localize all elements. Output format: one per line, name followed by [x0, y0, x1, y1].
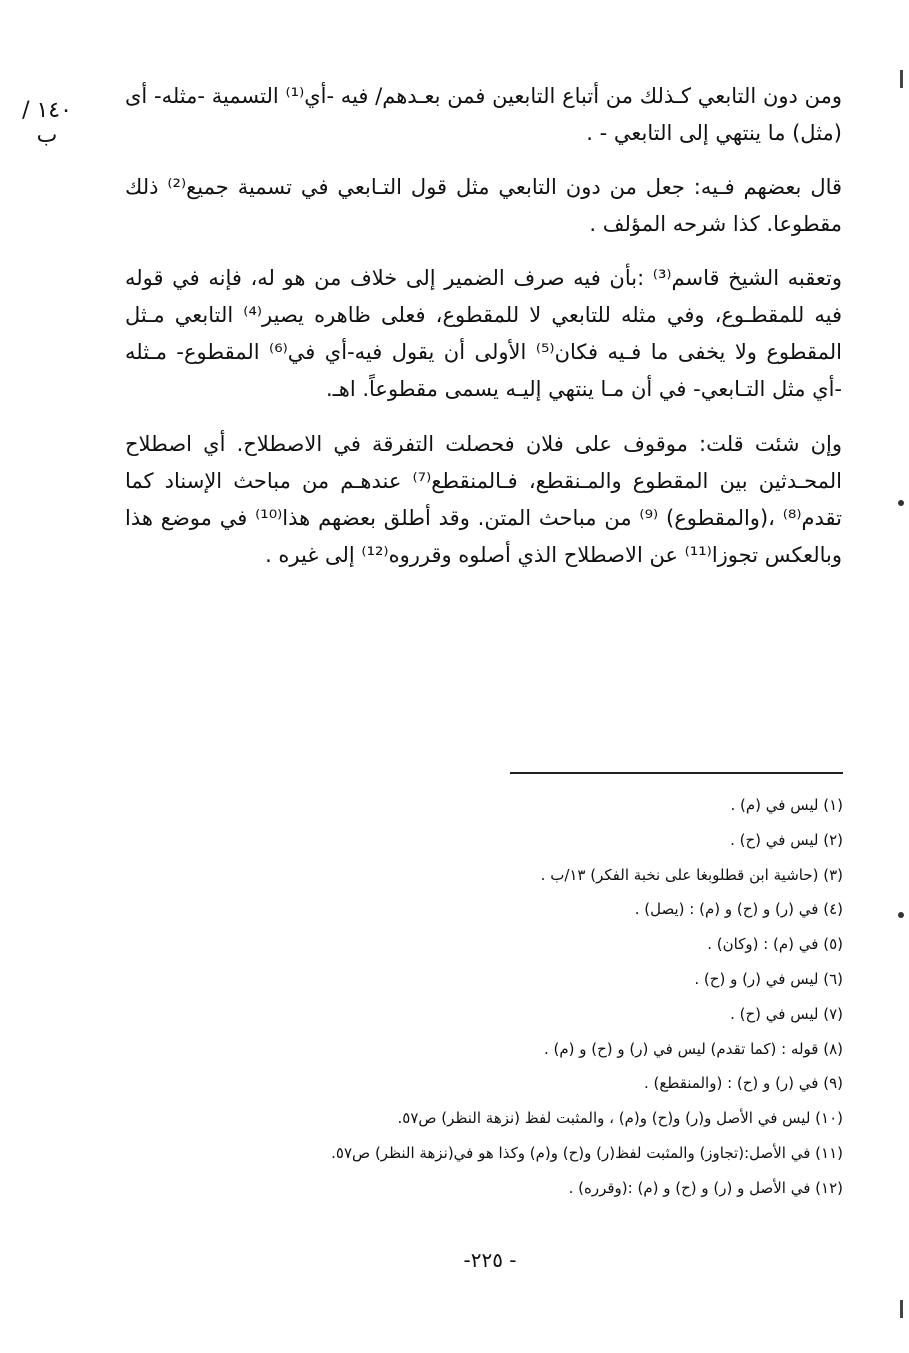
- footnote: (٣) (حاشية ابن قطلوبغا على نخبة الفكر) ١٣/ب .: [540, 865, 843, 884]
- footnotes: [200, 788, 843, 1206]
- manuscript-folio-reference: ١٤٠ / ب: [22, 98, 72, 148]
- paragraph: وتعقبه الشيخ قاسم⁽³⁾ :بأن فيه صرف الضمير إلى خلاف من هو له، فإنه في قوله فيه للمقطـوع، وفي مثله للتابعي لا للمقطوع، فعلى ظاهره يصير⁽⁴⁾ التابعي مـثل المقطوع ولا يخفى ما فـيه فكان⁽⁵⁾ الأولى أن يقول فيه-أي في⁽⁶⁾ المقطوع- مـثله -أي مثل التـابعي- في أن مـا ينتهي إليـه يسمى مقطوعاً. اهـ.: [125, 266, 843, 401]
- footnote: (٢) ليس في (ح) .: [730, 830, 843, 849]
- scan-speck: [898, 500, 904, 506]
- footnote: (٦) ليس في (ر) و (ح) .: [694, 969, 843, 988]
- paragraph: وإن شئت قلت: موقوف على فلان فحصلت التفرقة في الاصطلاح. أي اصطلاح المحـدثين بين المقطوع والمـنقطع، فـالمنقطع⁽⁷⁾ عندهـم من مباحث الإسناد كما تقدم⁽⁸⁾ ،(والمقطوع) ⁽⁹⁾ من مباحث المتن. وقد أطلق بعضهم هذا⁽¹⁰⁾ في موضع هذا وبالعكس تجوزا⁽¹¹⁾ عن الاصطلاح الذي أصلوه وقرروه⁽¹²⁾ إلى غيره .: [125, 432, 842, 567]
- scan-speck: [900, 70, 903, 88]
- page-number: - ٢٢٥-: [463, 1248, 517, 1272]
- scan-speck: [898, 912, 904, 918]
- footnote: (١١) في الأصل:(تجاوز) والمثبت لفظ(ر) و(ح) و(م) وكذا هو في(نزهة النظر) ص٥٧.: [331, 1143, 843, 1162]
- paragraph: ومن دون التابعي كـذلك من أتباع التابعين فمن بعـدهم/ فيه -أي⁽¹⁾ التسمية -مثله- أى (مثل) ما ينتهي إلى التابعي - .: [125, 84, 842, 145]
- main-text: [125, 78, 842, 592]
- footnote: (١) ليس في (م) .: [730, 796, 843, 814]
- footnote: (٩) في (ر) و (ح) : (والمنقطع) .: [644, 1074, 843, 1093]
- footnote: (٥) في (م) : (وكان) .: [707, 935, 843, 954]
- footnote: (٨) قوله : (كما تقدم) ليس في (ر) و (ح) و (م) .: [543, 1039, 843, 1058]
- scan-speck: [900, 1300, 903, 1318]
- footnote: (٧) ليس في (ح) .: [730, 1004, 843, 1023]
- footnote: (٤) في (ر) و (ح) و (م) : (يصل) .: [634, 900, 843, 919]
- footnote: (١٢) في الأصل و (ر) و (ح) و (م) :(وقرره) .: [568, 1178, 843, 1197]
- paragraph: قال بعضهم فـيه: جعل من دون التابعي مثل قول التـابعي في تسمية جميع⁽²⁾ ذلك مقطوعا. كذا شرحه المؤلف .: [125, 175, 843, 236]
- footnote-separator: [510, 772, 843, 774]
- footnote: (١٠) ليس في الأصل و(ر) و(ح) و(م) ، والمثبت لفظ (نزهة النظر) ص٥٧.: [397, 1109, 843, 1128]
